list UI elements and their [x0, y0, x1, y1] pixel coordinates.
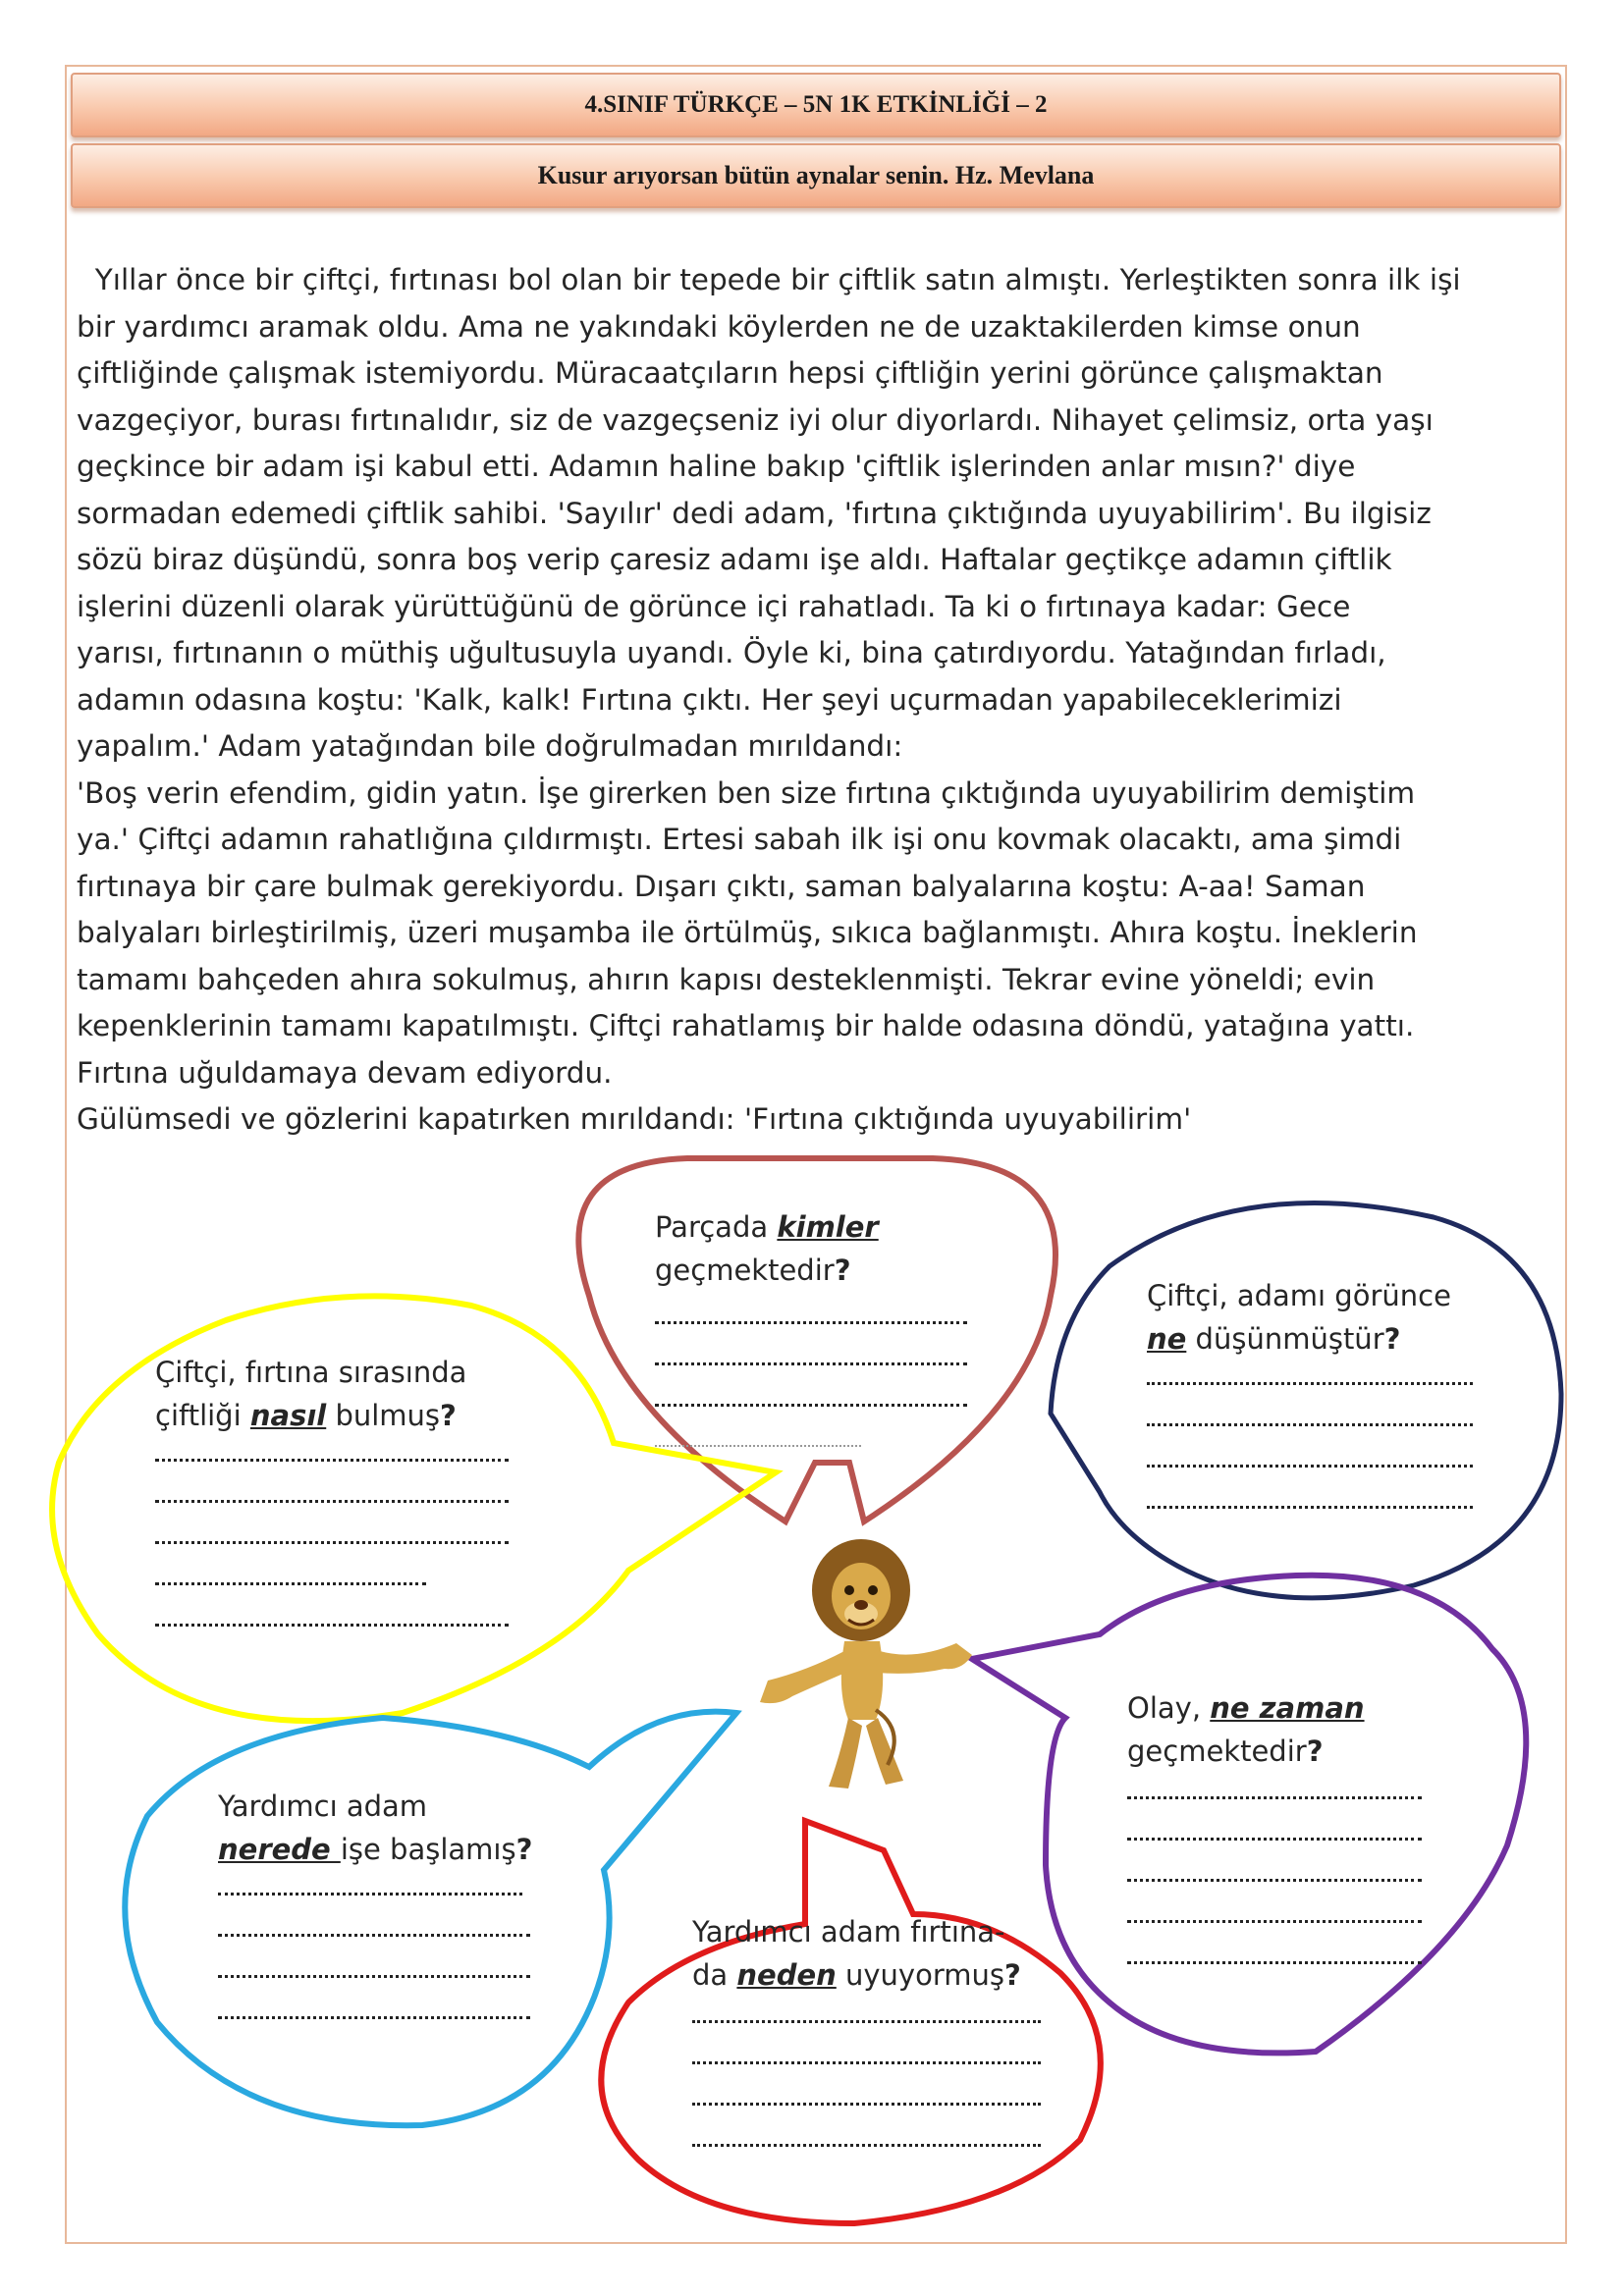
- passage-line: işlerini düzenli olarak yürüttüğünü de görünce içi rahatladı. Ta ki o fırtınaya kadar: Gece: [77, 589, 1351, 623]
- question-text: Yardımcı adam: [218, 1789, 428, 1823]
- passage-line: Gülümsedi ve gözlerini kapatırken mırıldandı: 'Fırtına çıktığında uyuyabilirim': [77, 1102, 1192, 1136]
- question-ne: [1147, 1274, 1451, 1361]
- passage-line: yarısı, fırtınanın o müthiş uğultusuyla uyandı. Öyle ki, bina çatırdıyordu. Yatağından fırladı,: [77, 636, 1386, 669]
- passage-line: kepenklerinin tamamı kapatılmıştı. Çiftçi rahatlamış bir halde odasına döndü, yatağına yattı.: [77, 1009, 1415, 1042]
- question-text: geçmektedir: [1127, 1735, 1307, 1768]
- quote-text: Kusur arıyorsan bütün aynalar senin. Hz. Mevlana: [537, 161, 1095, 189]
- passage-line: geçkince bir adam işi kabul etti. Adamın haline bakıp 'çiftlik işlerinden anlar mısın?' diye: [77, 450, 1356, 483]
- answer-line[interactable]: [218, 1934, 530, 1937]
- answer-line[interactable]: [218, 2016, 530, 2019]
- answer-line[interactable]: [155, 1582, 426, 1585]
- answer-line[interactable]: [1127, 1920, 1422, 1923]
- passage-line: ya.' Çiftçi adamın rahatlığına çıldırmıştı. Ertesi sabah ilk işi onu kovmak olacaktı, ama şimdi: [77, 823, 1402, 856]
- answer-line[interactable]: [655, 1362, 967, 1365]
- question-nasil: [155, 1351, 466, 1437]
- answer-line[interactable]: [655, 1445, 861, 1447]
- answer-line[interactable]: [155, 1624, 509, 1627]
- passage-line: vazgeçiyor, burası fırtınalıdır, siz de vazgeçseniz iyi olur diyorlardı. Nihayet çelimsiz, orta yaşı: [77, 402, 1434, 437]
- passage-line: Yıllar önce bir çiftçi, fırtınası bol olan bir tepede bir çiftlik satın almıştı. Yerleştikten sonra ilk işi: [77, 263, 1461, 296]
- answer-line[interactable]: [1147, 1465, 1473, 1468]
- passage-line: fırtınaya bir çare bulmak gerekiyordu. Dışarı çıktı, saman balyalarına koştu: A-aa! Saman: [77, 869, 1366, 903]
- question-text: Yardımcı adam fırtına-: [692, 1915, 1005, 1949]
- question-text: düşünmüştür: [1186, 1322, 1384, 1356]
- answer-line[interactable]: [1147, 1382, 1473, 1385]
- passage-line: 'Boş verin efendim, gidin yatın. İşe girerken ben size fırtına çıktığında uyuyabilirim demiştim: [77, 775, 1416, 810]
- question-text: Olay,: [1127, 1691, 1211, 1725]
- bubble-ne-zaman: [972, 1575, 1526, 2054]
- answer-line[interactable]: [692, 2061, 1041, 2064]
- bubble-nerede: [125, 1712, 736, 2126]
- question-kimler: [655, 1205, 879, 1292]
- answer-line[interactable]: [155, 1500, 509, 1503]
- question-ne-zaman: [1127, 1686, 1365, 1773]
- answer-line[interactable]: [692, 2144, 1041, 2147]
- answer-line[interactable]: [1127, 1879, 1422, 1882]
- question-text: çiftliği: [155, 1399, 250, 1432]
- passage-line: çiftliğinde çalışmak istemiyordu. Müracaatçıların hepsi çiftliğin yerini görünce çalışmaktan: [77, 356, 1383, 390]
- question-neden: [692, 1910, 1021, 1997]
- passage-line: Fırtına uğuldamaya devam ediyordu.: [77, 1055, 613, 1090]
- answer-line[interactable]: [1147, 1506, 1473, 1509]
- passage-line: bir yardımcı aramak oldu. Ama ne yakındaki köylerden ne de uzaktakilerden kimse onun: [77, 309, 1361, 344]
- passage-line: balyaları birleştirilmiş, üzeri muşamba ile örtülmüş, sıkıca bağlanmıştı. Ahıra koştu. İneklerin: [77, 916, 1418, 949]
- passage-line: adamın odasına koştu: 'Kalk, kalk! Fırtına çıktı. Her şeyi uçurmadan yapabileceklerimizi: [77, 682, 1342, 717]
- answer-line[interactable]: [1127, 1838, 1422, 1841]
- question-text: Çiftçi, fırtına sırasında: [155, 1356, 467, 1389]
- answer-line[interactable]: [155, 1459, 509, 1462]
- question-text: bulmuş: [326, 1399, 441, 1432]
- answer-line[interactable]: [692, 2020, 1041, 2023]
- answer-line[interactable]: [218, 1975, 530, 1978]
- question-text: da: [692, 1958, 737, 1992]
- question-keyword: neden: [736, 1958, 837, 1992]
- question-mark: ?: [1383, 1322, 1401, 1356]
- question-text: uyuyormuş: [836, 1958, 1004, 1992]
- question-mark: ?: [834, 1254, 851, 1287]
- question-keyword: nasıl: [249, 1399, 327, 1432]
- cartoon-lion-icon: [738, 1533, 984, 1798]
- question-text: Parçada: [655, 1210, 778, 1244]
- answer-line[interactable]: [1127, 1961, 1422, 1964]
- question-text: geçmektedir: [655, 1254, 835, 1287]
- question-keyword: nerede: [218, 1833, 341, 1866]
- question-text: işe başlamış: [340, 1833, 516, 1866]
- passage-line: yapalım.' Adam yatağından bile doğrulmadan mırıldandı:: [77, 729, 903, 763]
- passage-line: tamamı bahçeden ahıra sokulmuş, ahırın kapısı desteklenmişti. Tekrar evine yöneldi; evin: [77, 962, 1376, 996]
- answer-line[interactable]: [1127, 1796, 1422, 1799]
- question-nerede: [218, 1785, 532, 1871]
- question-mark: ?: [1004, 1958, 1021, 1992]
- worksheet-title-text: 4.SINIF TÜRKÇE – 5N 1K ETKİNLİĞİ – 2: [584, 91, 1048, 118]
- question-keyword: ne zaman: [1210, 1691, 1365, 1725]
- bubble-ne: [1051, 1203, 1561, 1598]
- question-keyword: kimler: [777, 1210, 879, 1244]
- answer-line[interactable]: [1147, 1423, 1473, 1426]
- question-mark: ?: [1306, 1735, 1324, 1768]
- question-keyword: ne: [1147, 1322, 1187, 1356]
- answer-line[interactable]: [655, 1404, 967, 1407]
- answer-line[interactable]: [655, 1321, 967, 1324]
- question-mark: ?: [515, 1833, 533, 1866]
- question-mark: ?: [440, 1399, 457, 1432]
- question-text: Çiftçi, adamı görünce: [1147, 1279, 1451, 1312]
- answer-line[interactable]: [155, 1541, 509, 1544]
- passage-line: sormadan edemedi çiftlik sahibi. 'Sayılır' dedi adam, 'fırtına çıktığında uyuyabilirim'. Bu ilgisiz: [77, 496, 1432, 530]
- answer-line[interactable]: [692, 2103, 1041, 2106]
- answer-line[interactable]: [218, 1893, 522, 1896]
- passage-line: sözü biraz düşündü, sonra boş verip çaresiz adamı işe aldı. Haftalar geçtikçe adamın çiftlik: [77, 543, 1392, 576]
